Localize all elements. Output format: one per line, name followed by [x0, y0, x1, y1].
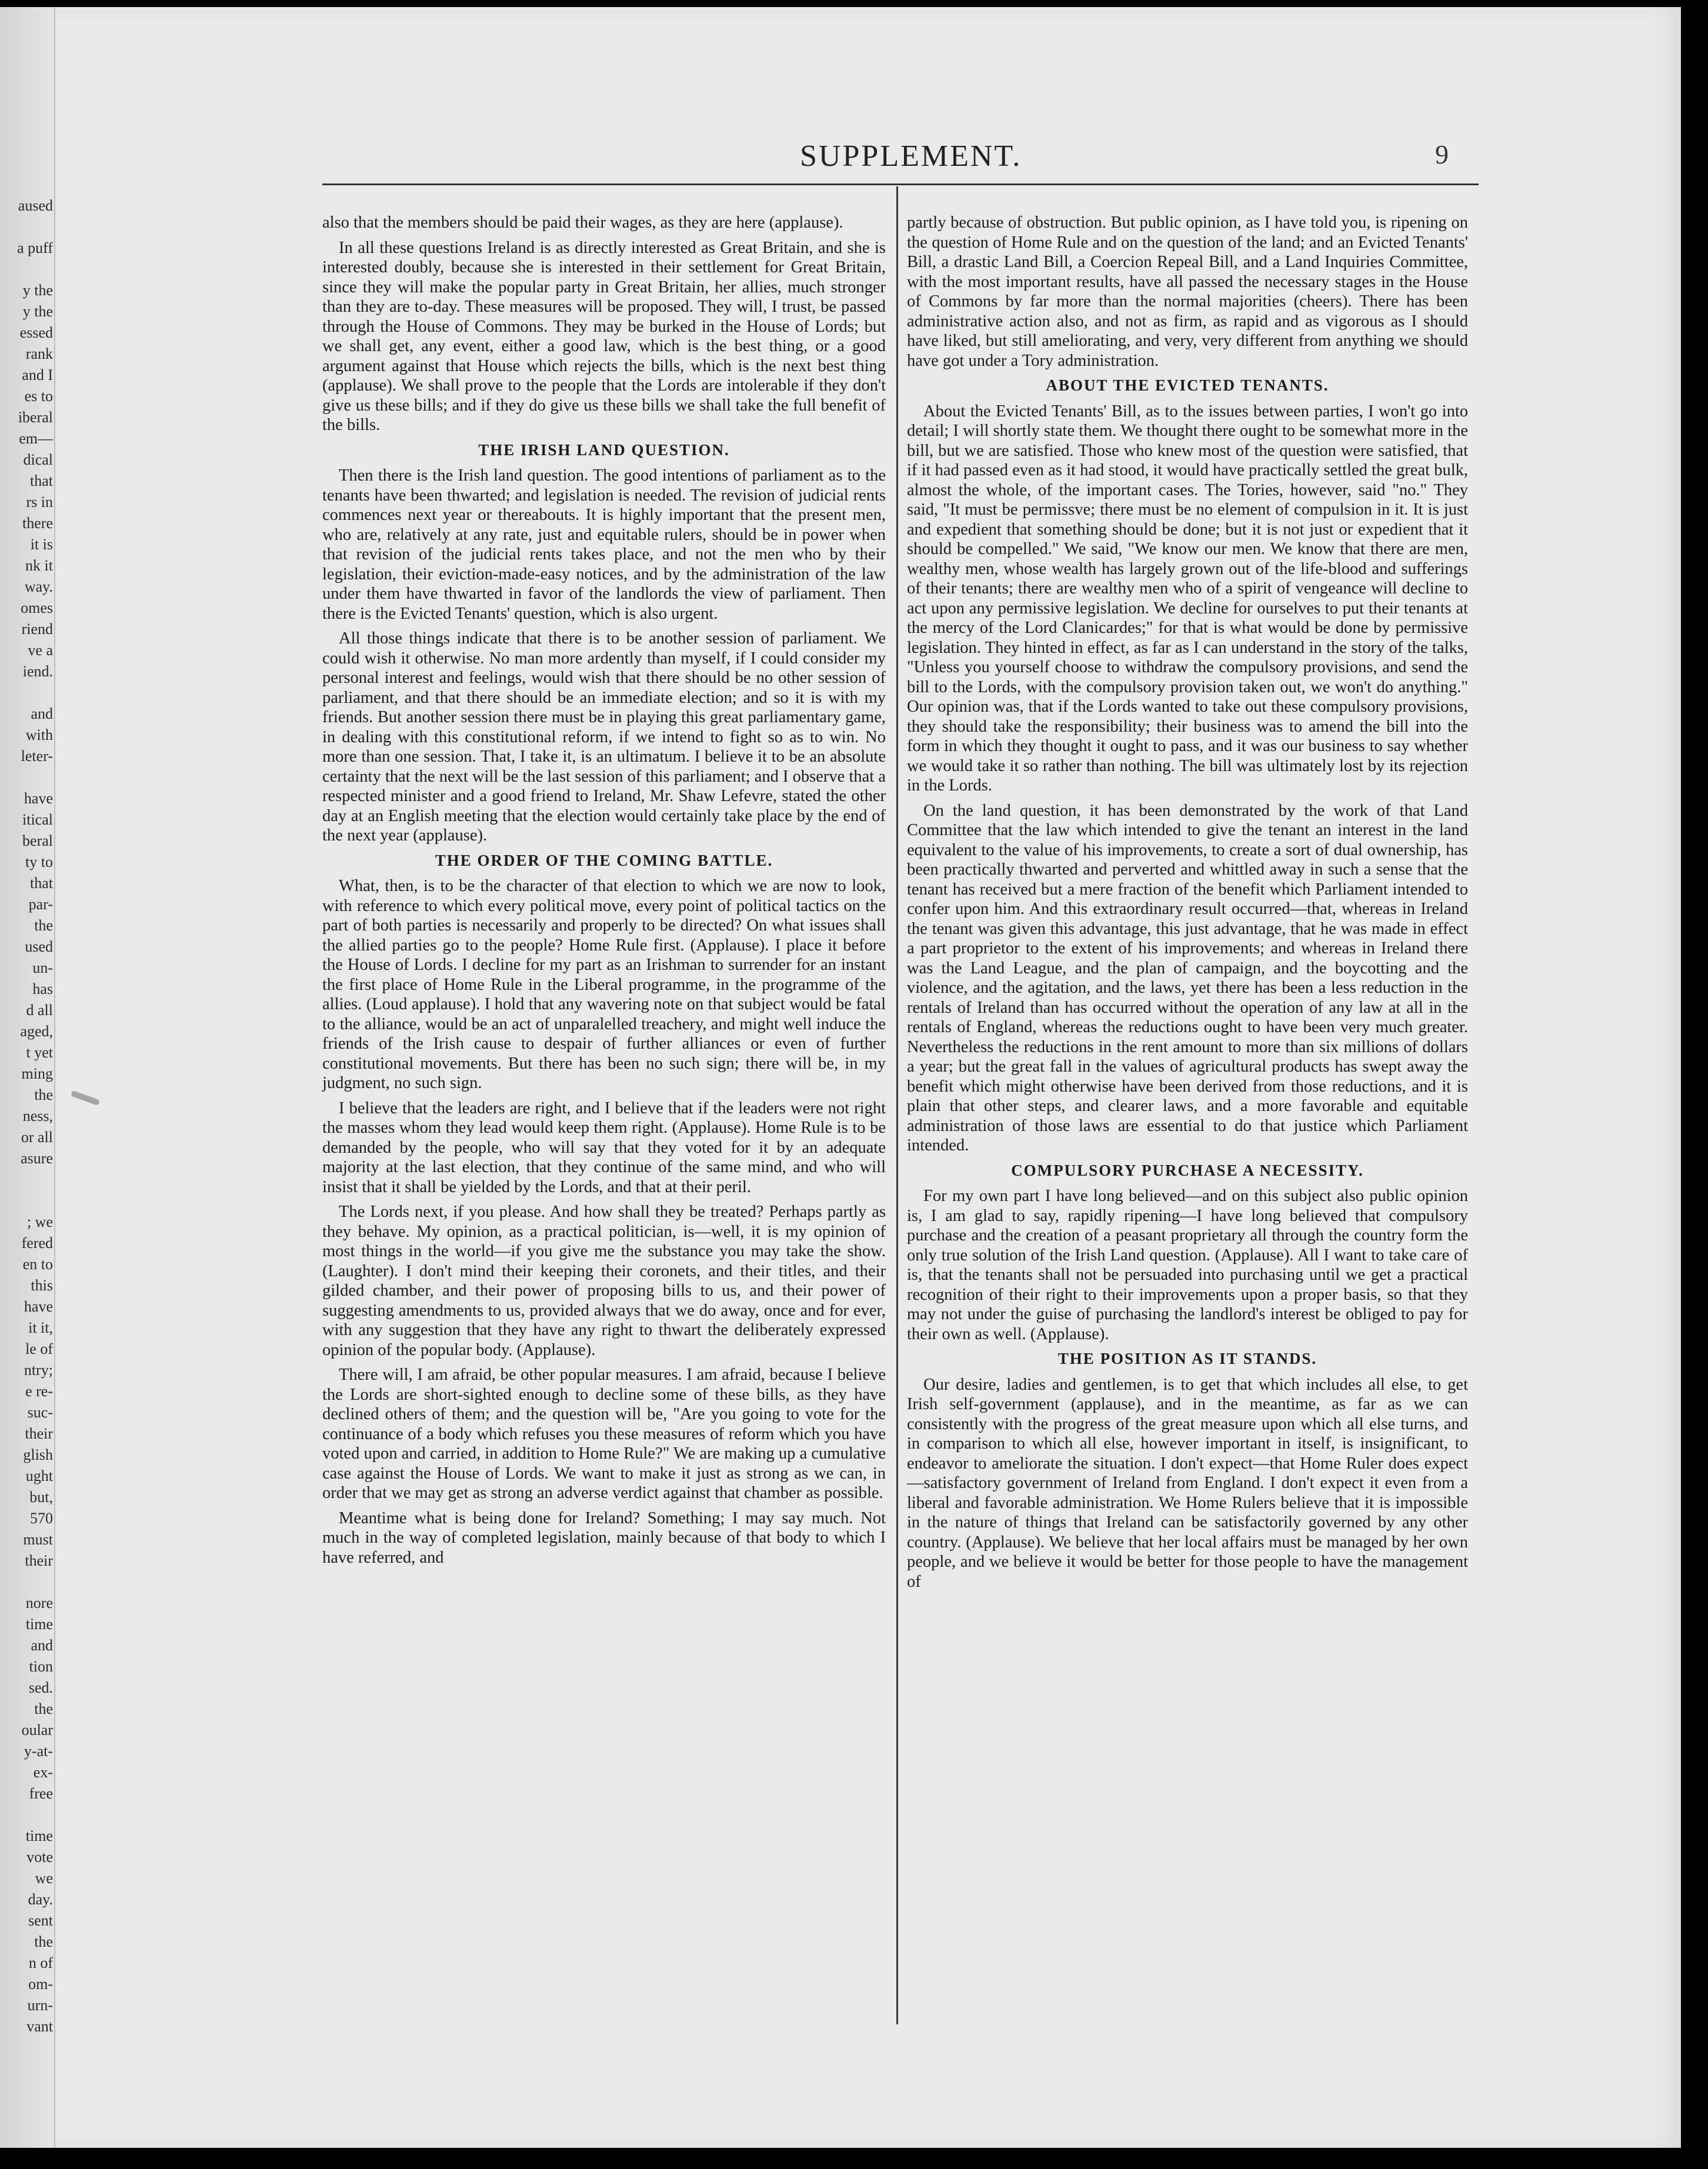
- margin-fragment: le of: [25, 1340, 53, 1357]
- article-paragraph: All those things indicate that there is to be another session of parliament. We could wish it otherwise. No man more ardently than myself, if I could consider my personal interest and feelings, would wish that there should be no other session of parliament, and that there should be an immediate election; and so it is with my friends. But another session there must be in playing this great parliamentary game, in dealing with this constitutional reform, if we intend to fight so as to win. No more than one session. That, I take it, is an ultimatum. I believe it to be an absolute certainty that the next will be the last session of this parliament; and I observe that a respected minister and a good friend to Ireland, Mr. Shaw Lefevre, stated the other day at an English meeting that the election would certainly take place by the end of the next year (applause).: [322, 629, 886, 845]
- column-divider: [896, 186, 898, 2024]
- margin-fragment: the: [34, 1933, 53, 1950]
- article-paragraph: About the Evicted Tenants' Bill, as to the issues between parties, I won't go into detail; I will shortly state them. We thought there ought to be somewhat more in the bill, but we are satisfied. Those who knew most of the question were satisfied, that if it had passed even as it had stood, it would have practically settled the great bulk, almost the whole, of the important cases. The Tories, however, said "no." They said, "It must be permissve; there must be no element of compulsion in it. It is just and expedient that something should be done; but it is not just or expedient that it should be compelled." We said, "We know our men. We know that there are men, wealthy men, whose wealth has largely grown out of the life-blood and sufferings of their tenants; there are wealthy men who of a spirit of vengeance will decline to act upon any permissive legislation. We decline for ourselves to put their tenants at the mercy of the Lord Clanicardes;" for that is what would be done by permissive legislation. They hinted in effect, as far as I can understand in the story of the talks, "Unless you yourself choose to withdraw the compulsory provisions, and send the bill to the Lords, with the compulsory provision taken out, we won't do anything." Our opinion was, that if the Lords wanted to take out these compulsory provisions, they should take the responsibility; their business was to amend the bill into the form in which they thought it ought to pass, and it was our business to say whether we would take it so rather than nothing. The bill was ultimately lost by its rejection in the Lords.: [907, 402, 1468, 795]
- margin-fragment: ve a: [28, 642, 53, 659]
- margin-fragment: it it,: [28, 1319, 53, 1336]
- margin-fragment: en to: [22, 1256, 53, 1273]
- margin-fragment: and: [31, 1637, 53, 1654]
- margin-fragment: used: [25, 938, 53, 955]
- margin-fragment: y-at-: [24, 1743, 53, 1760]
- article-paragraph: Our desire, ladies and gentlemen, is to get that which includes all else, to get Irish self-government (applause), and in the meantime, as far as we can consistently with the progress of the great measure upon which all else turns, and in comparison to which all else, however important in itself, is insignificant, to endeavor to ameliorate the situation. I don't expect—that Home Ruler does expect—satisfactory government of Ireland from England. I don't expect it even from a liberal and favorable administration. We Home Rulers believe that it is impossible in the nature of things that Ireland can be satisfactorily governed by any other country. (Applause). We believe that her local affairs must be managed by her own people, and we believe it would be better for those people to have the management of: [907, 1375, 1468, 1591]
- margin-fragment: par-: [28, 896, 53, 913]
- article-paragraph: The Lords next, if you please. And how shall they be treated? Perhaps partly as they behave. My opinion, as a practical politician, is—well, it is my opinion of most things in the world—if you give me the substance you may take the show. (Laughter). I don't mind their keeping their coronets, and their titles, and their gilded chamber, and their power of proposing bills to us, and their power of suggesting amendments to us, provided always that we do away, once and for ever, with any suggestion that they have any right to thwart the deliberately expressed opinion of the popular body. (Applause).: [322, 1203, 886, 1359]
- margin-fragment: sent: [28, 1912, 53, 1929]
- margin-fragment: or all: [21, 1129, 53, 1146]
- margin-fragment: and: [31, 705, 53, 722]
- margin-fragment: time: [25, 1827, 53, 1844]
- margin-fragment: but,: [29, 1489, 53, 1506]
- margin-fragment: itical: [22, 811, 53, 828]
- margin-fragment: leter-: [21, 748, 53, 765]
- margin-fragment: sed.: [28, 1679, 53, 1696]
- margin-fragment: the: [34, 1700, 53, 1717]
- margin-fragment: rs in: [26, 493, 53, 510]
- margin-fragment: have: [24, 1298, 53, 1315]
- margin-fragment: ming: [21, 1065, 53, 1082]
- newspaper-page: [0, 7, 1681, 2148]
- margin-fragment: un-: [32, 959, 53, 976]
- margin-fragment: rank: [25, 345, 53, 362]
- margin-fragment: nore: [25, 1594, 53, 1611]
- margin-fragment: tion: [29, 1658, 53, 1675]
- margin-fragment: vant: [26, 2018, 53, 2035]
- margin-fragment: ught: [25, 1467, 53, 1484]
- margin-fragment: has: [32, 980, 53, 997]
- margin-fragment: t yet: [26, 1044, 53, 1061]
- article-paragraph: What, then, is to be the character of that election to which we are now to look, with reference to which every political move, every point of political tactics on the part of both parties is necessarily and properly to be directed? On what issues shall the allied parties go to the people? Home Rule first. (Applause). I place it before the House of Lords. I decline for my part as an Irishman to surrender for an instant the first place of Home Rule in the Liberal programme, in the programme of the allies. (Loud applause). I hold that any wavering note on that subject would be fatal to the alliance, would be an act of unparalelled treachery, and might well induce the friends of the Irish cause to despair of further alliances or even of further constitutional movements. But there has been no such sign; there will be, in my judgment, no such sign.: [322, 877, 886, 1092]
- margin-fragment: vote: [26, 1848, 53, 1866]
- margin-fragment: ex-: [33, 1764, 53, 1781]
- article-paragraph: There will, I am afraid, be other popular measures. I am afraid, because I believe the Lords are short-sighted enough to decline some of these bills, as they have declined others of them; and the question will be, "Are you going to vote for the continuance of a body which refuses you these measures of reform which you have voted upon and carried, in addition to Home Rule?" We are making up a cumulative case against the House of Lords. We want to make it just as strong as we can, in order that we may get as strong an adverse verdict against that chamber as possible.: [322, 1366, 886, 1502]
- margin-fragment: asure: [21, 1150, 53, 1167]
- margin-fragment: ness,: [22, 1107, 53, 1124]
- margin-fragment: a puff: [17, 239, 53, 256]
- margin-fragment: nk it: [25, 557, 53, 574]
- margin-fragment: glish: [23, 1446, 53, 1463]
- margin-fragment: time: [25, 1616, 53, 1633]
- margin-fragment: ntry;: [24, 1362, 53, 1379]
- margin-fragment: em—: [19, 430, 53, 447]
- margin-fragment: urn-: [27, 1997, 53, 2014]
- margin-fragment: suc-: [27, 1404, 53, 1421]
- margin-fragment: fered: [21, 1234, 53, 1252]
- margin-fragment: we: [35, 1870, 53, 1887]
- article-paragraph: Then there is the Irish land question. The good intentions of parliament as to the tenants have been thwarted; and legislation is needed. The revision of judicial rents commences next year or thereabouts. It is highly important that the present men, who are, relatively at any rate, just and equitable rulers, should be in power when that revision of the judicial rents takes place, and not the men who by their legislation, their eviction-made-easy notices, and by the administration of the law under them have thwarted in favor of the landlords the view of parliament. Then there is the Evicted Tenants' question, which is also urgent.: [322, 466, 886, 623]
- margin-fragment: free: [29, 1785, 53, 1802]
- margin-fragment: the: [34, 917, 53, 934]
- margin-fragment: aged,: [20, 1023, 53, 1040]
- margin-fragment: 570: [30, 1510, 53, 1527]
- ink-smudge: [71, 1090, 100, 1106]
- margin-fragment: riend: [21, 620, 53, 638]
- margin-fragment: dical: [23, 451, 53, 468]
- margin-fragment: ; we: [26, 1213, 53, 1230]
- margin-fragment: have: [24, 790, 53, 807]
- margin-fragment: omes: [21, 599, 53, 616]
- margin-fragment: there: [22, 515, 53, 532]
- header-rule: [322, 183, 1479, 185]
- margin-fragment: way.: [24, 578, 53, 595]
- section-heading: THE POSITION AS IT STANDS.: [1058, 1350, 1317, 1367]
- margin-fragment: es to: [24, 388, 53, 405]
- margin-fragment: the: [34, 1086, 53, 1103]
- article-paragraph: On the land question, it has been demonstrated by the work of that Land Committee that the law which intended to give the tenant an interest in the land equivalent to the value of his improvements, to create a sort of dual ownership, has been practically thwarted and perverted and whittled away in such a sense that the tenant has received but a mere fraction of the benefit which Parliament intended to confer upon him. And this extraordinary result occurred—that, whereas in Ireland the tenant was given this advantage, this just advantage, that he was made in effect a part proprietor to the extent of his improvements; and whereas in Ireland there was the Land League, and the plan of campaign, and the boycotting and the violence, and the agitation, and the laws, yet there has been a less reduction in the rentals of Ireland than has occurred without the operation of any law at all in the rentals of England, whereas the reductions ought to have been very much greater. Nevertheless the reductions in the rent amount to more than six millions of dollars a year; but the great fall in the values of agricultural products has swept away the benefit which might otherwise have been derived from those reductions, and it is plain that other steps, and clearer laws, and a more favorable and equitable administration of those laws are essential to do that justice which Parliament intended.: [907, 801, 1468, 1154]
- margin-fragment: it is: [30, 536, 53, 553]
- article-paragraph: also that the members should be paid their wages, as they are here (applause).: [322, 213, 843, 232]
- article-paragraph: I believe that the leaders are right, and I believe that if the leaders were not right the masses whom they lead would keep them right. (Applause). Home Rule is to be demanded by the people, who will say that they voted for it by an adequate majority at the last election, that they continue of the same mind, and who will insist that it shall be yielded by the Lords, and that at their peril.: [322, 1099, 886, 1196]
- margin-fragment: that: [30, 875, 53, 892]
- margin-fragment: om-: [28, 1976, 53, 1993]
- page-header-title: SUPPLEMENT.: [800, 139, 1022, 173]
- margin-fragment: this: [31, 1277, 53, 1294]
- article-paragraph: partly because of obstruction. But public opinion, as I have told you, is ripening on the question of Home Rule and on the question of the land; and an Evicted Tenants' Bill, a drastic Land Bill, a Coercion Repeal Bill, and a Land Inquiries Committee, with the most important results, have all passed the necessary stages in the House of Commons by far more than the normal majorities (cheers). There has been administrative action also, and not as firm, as rapid and as vigorous as I should have liked, but still ameliorating, and very, very different from anything we should have got under a Tory administration.: [907, 213, 1468, 370]
- section-heading: THE ORDER OF THE COMING BATTLE.: [435, 851, 773, 869]
- margin-fragment: ty to: [25, 853, 53, 870]
- margin-fragment: that: [30, 472, 53, 489]
- section-heading: THE IRISH LAND QUESTION.: [478, 441, 730, 459]
- margin-fragment: aused: [18, 197, 53, 214]
- margin-fragment: must: [23, 1531, 53, 1548]
- article-paragraph: For my own part I have long believed—and on this subject also public opinion is, I am glad to say, rapidly ripening—I have long believed that compulsory purchase and the creation of a peasant proprietary all through the country form the only true solution of the Irish Land question. (Applause). All I want to take care of is, that the tenants shall not be persuaded into purchasing until we get a practical recognition of their right to their improvements upon a proper basis, so that they may not under the guise of purchasing the landlord's interest be obliged to pay for their own as well. (Applause).: [907, 1187, 1468, 1343]
- margin-fragment: iend.: [22, 663, 53, 680]
- margin-fragment: iberal: [18, 409, 53, 426]
- right-column: [907, 213, 1468, 1597]
- margin-fragment: oular: [21, 1721, 53, 1738]
- margin-fragment: and I: [22, 366, 53, 383]
- article-paragraph: Meantime what is being done for Ireland? Something; I may say much. Not much in the way of completed legislation, mainly because of that body to which I have referred, and: [322, 1509, 886, 1567]
- margin-fragment: their: [25, 1552, 53, 1569]
- section-heading: ABOUT THE EVICTED TENANTS.: [1046, 376, 1329, 394]
- margin-fragment: n of: [28, 1954, 53, 1971]
- page-number: 9: [1435, 139, 1449, 169]
- margin-fragment: y the: [22, 282, 53, 299]
- margin-fragment: day.: [28, 1891, 53, 1908]
- margin-fragment: essed: [19, 324, 53, 341]
- margin-fragment: with: [25, 726, 53, 743]
- margin-fragment: d all: [26, 1002, 53, 1019]
- margin-fragment: y the: [22, 303, 53, 320]
- margin-fragment: e re-: [25, 1383, 53, 1400]
- article-paragraph: In all these questions Ireland is as directly interested as Great Britain, and she is interested doubly, because she is interested in their settlement for Great Britain, since they will make the popular party in Great Britain, her allies, much stronger than they are to-day. These measures will be proposed. They will, I trust, be passed through the House of Commons. They may be burked in the House of Lords; but we shall get, any event, either a good law, which is the best thing, or a good argument against that House which rejects the bills, which is the next best thing (applause). We shall prove to the people that the Lords are intolerable if they don't give us these bills; and if they do give us these bills we shall take the full benefit of the bills.: [322, 238, 886, 434]
- section-heading: COMPULSORY PURCHASE A NECESSITY.: [1011, 1161, 1364, 1179]
- margin-fragment: beral: [22, 832, 53, 849]
- margin-fragment: their: [25, 1425, 53, 1442]
- left-column: [322, 213, 886, 1573]
